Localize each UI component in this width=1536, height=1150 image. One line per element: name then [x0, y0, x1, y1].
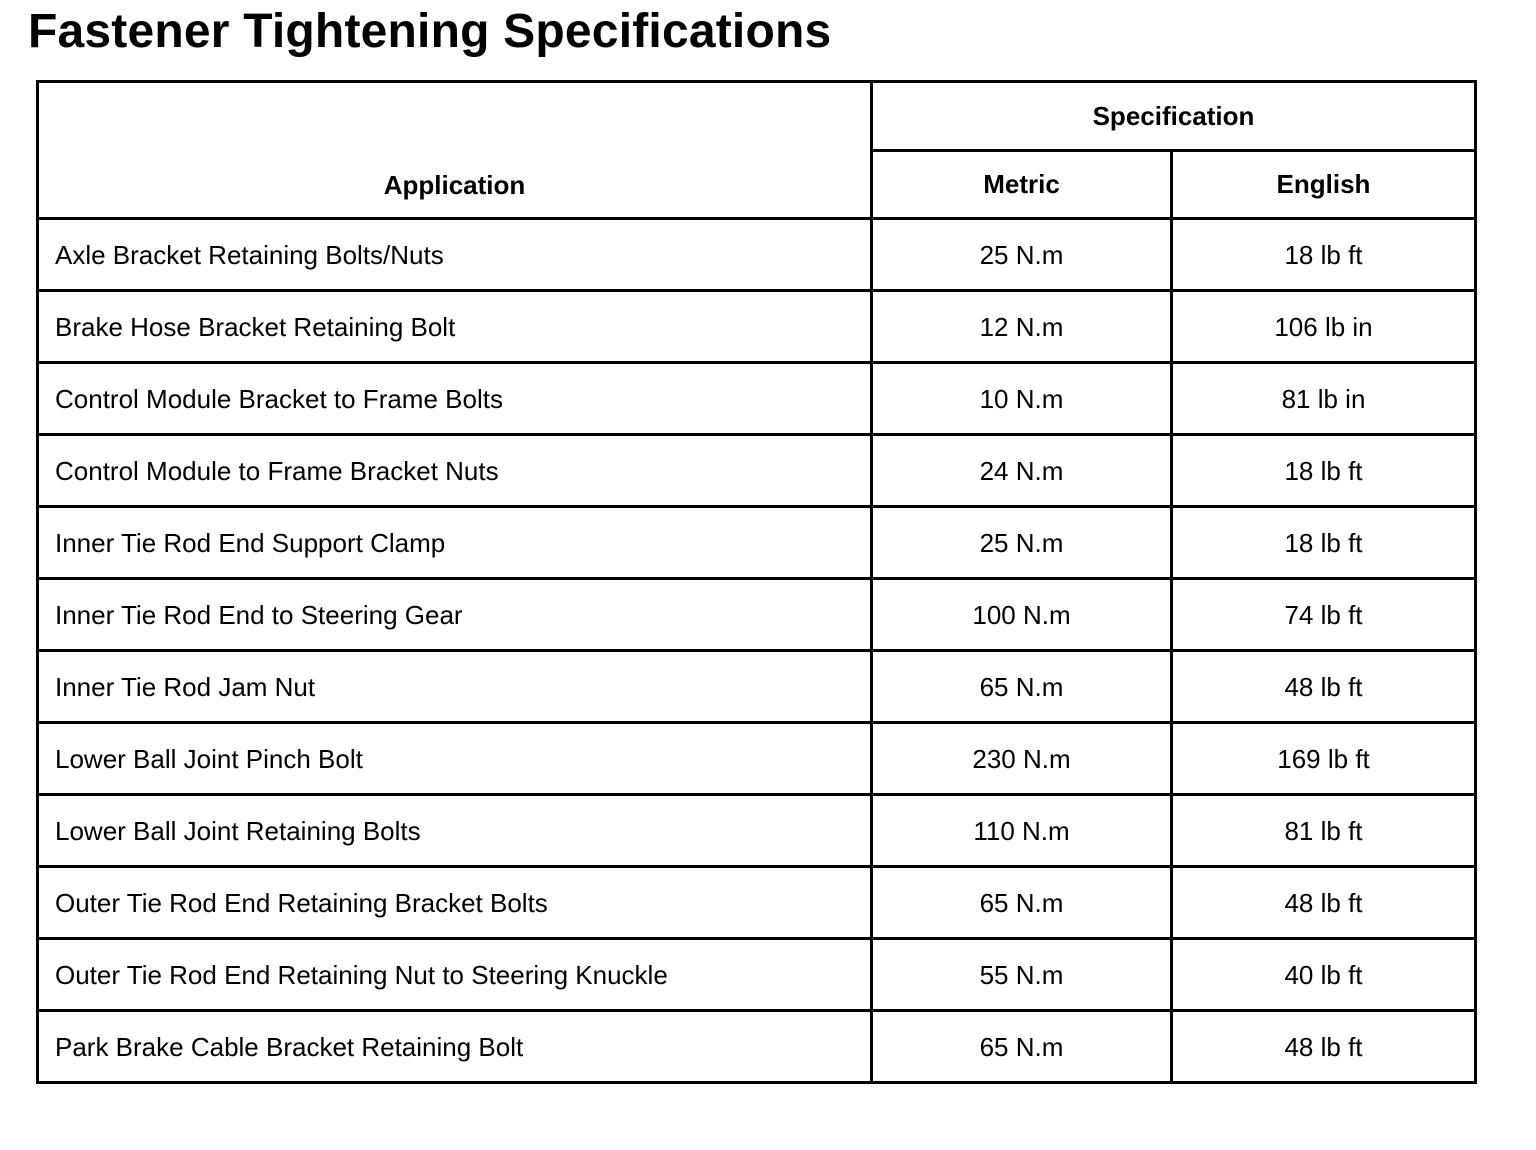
- table-row: [38, 795, 1476, 867]
- specification-header: Specification: [872, 82, 1476, 151]
- application-cell: Inner Tie Rod End to Steering Gear: [38, 579, 872, 651]
- english-cell: 81 lb ft: [1172, 795, 1476, 867]
- header-row-top: [38, 82, 1476, 151]
- table-row: [38, 219, 1476, 291]
- table-row: [38, 939, 1476, 1011]
- table-header: [38, 82, 1476, 219]
- application-cell: Inner Tie Rod Jam Nut: [38, 651, 872, 723]
- table-body: [38, 219, 1476, 1083]
- application-cell: Inner Tie Rod End Support Clamp: [38, 507, 872, 579]
- page-title: Fastener Tightening Specifications: [28, 5, 832, 58]
- table-row: [38, 579, 1476, 651]
- metric-cell: 65 N.m: [872, 1011, 1172, 1083]
- application-cell: Lower Ball Joint Pinch Bolt: [38, 723, 872, 795]
- application-cell: Brake Hose Bracket Retaining Bolt: [38, 291, 872, 363]
- application-header: Application: [38, 82, 872, 219]
- metric-cell: 100 N.m: [872, 579, 1172, 651]
- table-row: [38, 723, 1476, 795]
- english-cell: 18 lb ft: [1172, 507, 1476, 579]
- english-cell: 40 lb ft: [1172, 939, 1476, 1011]
- application-cell: Axle Bracket Retaining Bolts/Nuts: [38, 219, 872, 291]
- table-row: [38, 867, 1476, 939]
- application-cell: Control Module Bracket to Frame Bolts: [38, 363, 872, 435]
- application-cell: Park Brake Cable Bracket Retaining Bolt: [38, 1011, 872, 1083]
- english-cell: 81 lb in: [1172, 363, 1476, 435]
- metric-cell: 65 N.m: [872, 651, 1172, 723]
- english-cell: 48 lb ft: [1172, 867, 1476, 939]
- metric-cell: 25 N.m: [872, 507, 1172, 579]
- table-row: [38, 291, 1476, 363]
- application-cell: Lower Ball Joint Retaining Bolts: [38, 795, 872, 867]
- english-cell: 18 lb ft: [1172, 219, 1476, 291]
- english-cell: 106 lb in: [1172, 291, 1476, 363]
- metric-cell: 55 N.m: [872, 939, 1172, 1011]
- metric-cell: 12 N.m: [872, 291, 1172, 363]
- fastener-spec-table: [36, 80, 1477, 1084]
- table-row: [38, 363, 1476, 435]
- application-cell: Outer Tie Rod End Retaining Nut to Steering Knuckle: [38, 939, 872, 1011]
- table-row: [38, 435, 1476, 507]
- metric-header: Metric: [872, 150, 1172, 219]
- table-row: [38, 507, 1476, 579]
- english-cell: 169 lb ft: [1172, 723, 1476, 795]
- application-cell: Outer Tie Rod End Retaining Bracket Bolts: [38, 867, 872, 939]
- metric-cell: 65 N.m: [872, 867, 1172, 939]
- english-cell: 18 lb ft: [1172, 435, 1476, 507]
- english-cell: 74 lb ft: [1172, 579, 1476, 651]
- table-row: [38, 651, 1476, 723]
- metric-cell: 110 N.m: [872, 795, 1172, 867]
- metric-cell: 10 N.m: [872, 363, 1172, 435]
- english-header: English: [1172, 150, 1476, 219]
- english-cell: 48 lb ft: [1172, 651, 1476, 723]
- application-cell: Control Module to Frame Bracket Nuts: [38, 435, 872, 507]
- table-row: [38, 1011, 1476, 1083]
- metric-cell: 24 N.m: [872, 435, 1172, 507]
- english-cell: 48 lb ft: [1172, 1011, 1476, 1083]
- metric-cell: 230 N.m: [872, 723, 1172, 795]
- metric-cell: 25 N.m: [872, 219, 1172, 291]
